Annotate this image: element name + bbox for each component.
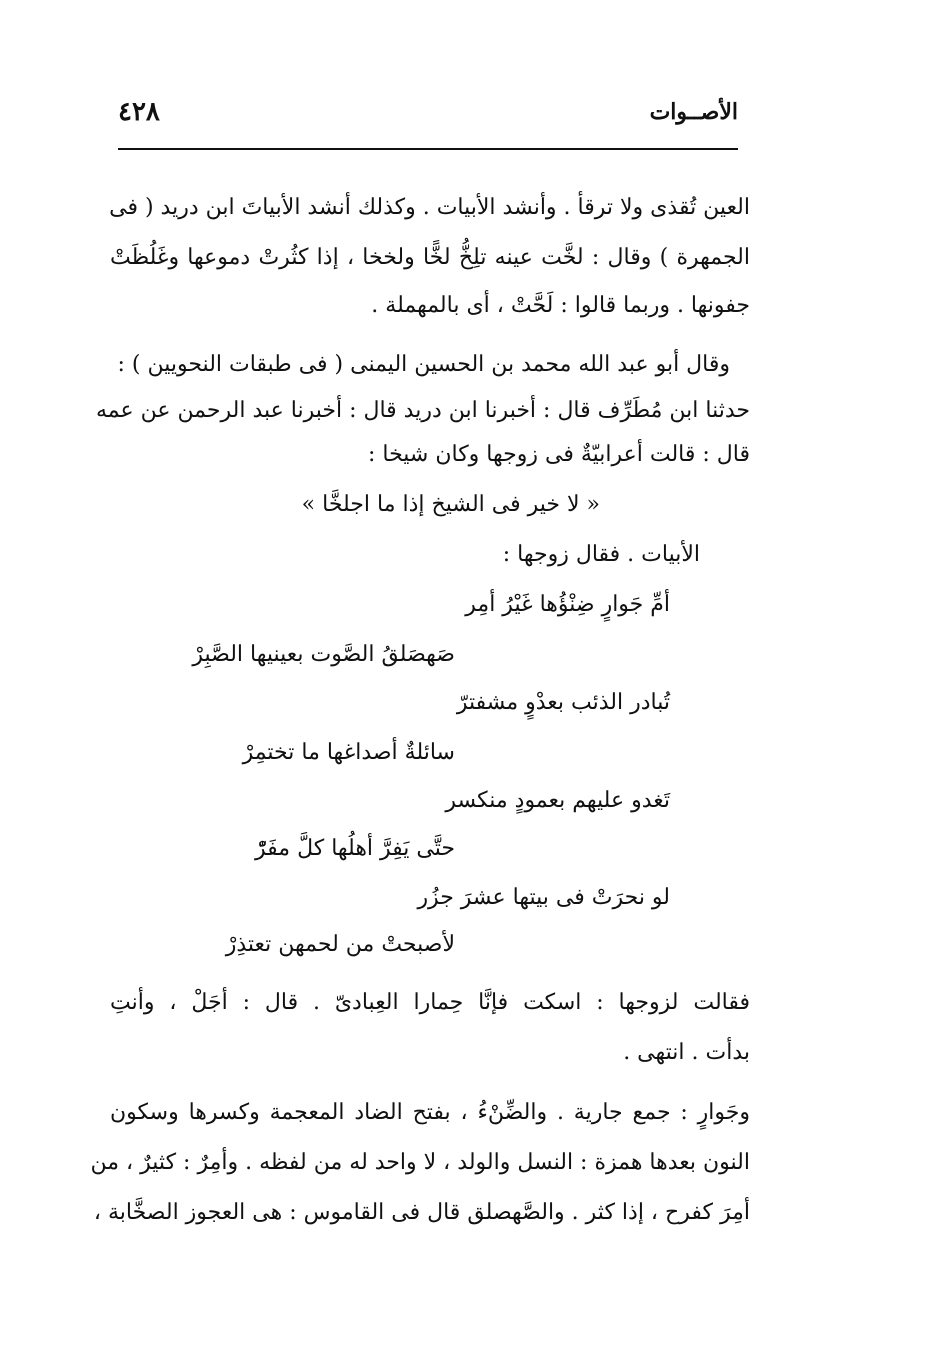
verse-line: تَغدو عليهم بعمودٍ منكسر [445, 788, 670, 813]
page-number: ٤٢٨ [118, 97, 160, 127]
verse-line: أمِّ جَوارٍ ضِنْؤُها غَيْرُ أمِر [465, 592, 670, 617]
header-rule [118, 148, 738, 150]
running-title: الأصــوات [649, 99, 738, 125]
text-line: العين تُقذى ولا ترقأ . وأنشد الأبيات . وكذلك أنشد الأبياتَ ابن دريد ( فى [109, 195, 750, 220]
verse-line: لأصبحتْ من لحمهن تعتذِرْ [225, 932, 455, 957]
text-line: جفونها . وربما قالوا : لَحَّتْ ، أى بالمهملة . [371, 293, 750, 318]
verse-line: لو نحرَتْ فى بيتها عشرَ جزُر [417, 885, 670, 910]
text-line: فقالت لزوجها : اسكت فإنَّا حِمارا العِبادىّ . قال : أجَلْ ، وأنتِ [110, 990, 750, 1015]
quoted-verse: « لا خير فى الشيخ إذا ما اجلخَّا » [301, 492, 600, 517]
verse-line: تُبادر الذئب بعدْوٍ مشفترّ [456, 690, 670, 715]
verses-intro: الأبيات . فقال زوجها : [502, 542, 700, 567]
text-line: الجمهرة ) وقال : لخَّت عينه تلِخُّ لخًّا ولخخا ، إذا كثُرتْ دموعها وغَلُظَتْ [110, 245, 750, 270]
text-line: النون بعدها همزة : النسل والولد ، لا واحد له من لفظه . وأمِرٌ : كثيرٌ ، من [90, 1150, 750, 1175]
text-line: قال : قالت أعرابيّةٌ فى زوجها وكان شيخا : [367, 442, 750, 467]
page-header [118, 92, 738, 132]
verse-line: حتَّى يَفِرَّ أهلُها كلَّ مفَرّْ [255, 836, 455, 861]
text-line: وقال أبو عبد الله محمد بن الحسين اليمنى ( فى طبقات النحويين ) : [117, 352, 730, 377]
verse-line: صَهصَلقُ الصَّوت بعينيها الصَّبِرْ [192, 642, 455, 667]
text-line: بدأت . انتهى . [623, 1040, 750, 1065]
text-line: حدثنا ابن مُطَرِّف قال : أخبرنا ابن دريد قال : أخبرنا عبد الرحمن عن عمه [95, 398, 750, 423]
verse-line: سائلةٌ أصداغها ما تختمِرْ [242, 740, 455, 765]
text-line: أمِرَ كفرح ، إذا كثر . والصَّهصلق قال فى القاموس : هى العجوز الصخَّابة ، [93, 1200, 750, 1225]
text-line: وجَوارٍ : جمع جارية . والضِّنْءُ ، بفتح الضاد المعجمة وكسرها وسكون [110, 1100, 750, 1125]
